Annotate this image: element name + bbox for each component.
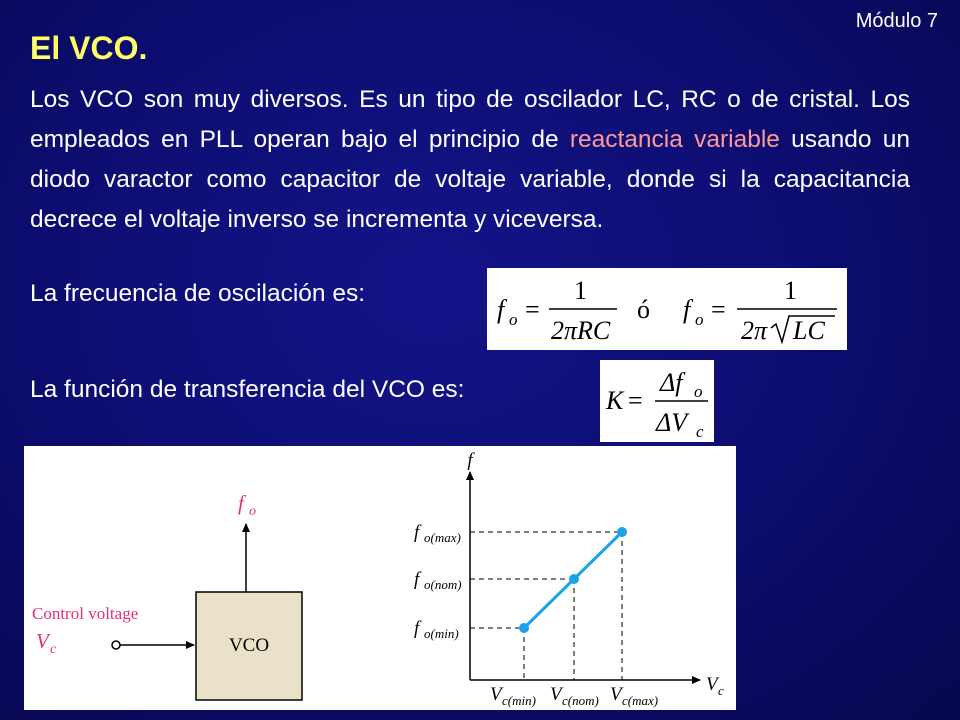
slide-title: El VCO.: [30, 30, 148, 66]
frequency-equation-svg: [487, 268, 847, 350]
y-tick-min-sub: o(min): [424, 626, 459, 641]
transfer-function-label: La función de transferencia del VCO es:: [30, 376, 465, 403]
eq1-equals: =: [525, 295, 540, 324]
x-tick-nom: V: [550, 684, 562, 705]
x-tick-min-sub: c(min): [502, 693, 536, 708]
y-axis-label: f: [467, 450, 473, 471]
tf-c-sub: c: [696, 422, 704, 441]
y-tick-nom-sub: o(nom): [424, 577, 462, 592]
tf-delta-v: ΔV: [656, 408, 688, 437]
eq2-equals: =: [711, 295, 726, 324]
eq1-denominator: 2πRC: [551, 316, 611, 345]
y-tick-max: f: [414, 522, 420, 543]
transfer-function-equation: [600, 360, 714, 442]
point-max: [617, 527, 627, 537]
eq1-f: f: [497, 295, 505, 324]
vc-input-label: V: [36, 629, 49, 653]
point-min: [519, 623, 529, 633]
input-terminal: [112, 641, 120, 649]
or-word: ó: [637, 295, 650, 324]
tf-equals: =: [628, 386, 643, 415]
tf-k: K: [606, 386, 624, 415]
x-tick-nom-sub: c(nom): [562, 693, 599, 708]
eq2-o-sub: o: [695, 310, 704, 329]
y-tick-min: f: [414, 618, 420, 639]
x-tick-max-sub: c(max): [622, 693, 659, 708]
y-tick-max-sub: o(max): [424, 530, 461, 545]
vc-input-sub: c: [50, 642, 57, 657]
vco-figure: [24, 446, 736, 710]
y-tick-nom: f: [414, 569, 420, 590]
tf-delta-f: Δf: [660, 368, 683, 397]
vco-block-label: VCO: [228, 635, 270, 656]
paragraph-text-1: Los VCO son muy diversos. Es un tipo de oscilador LC, RC o de cristal. Los empleados en PLL operan bajo el principio de: [30, 86, 910, 153]
frequency-label: La frecuencia de oscilación es:: [30, 280, 366, 307]
vco-figure-svg: [24, 446, 736, 710]
paragraph-text-2: usando un diodo varactor como capacitor de voltaje variable, donde si la capacitancia decrece el voltaje inverso se incrementa y viceversa.: [30, 126, 910, 233]
eq1-numerator: 1: [574, 276, 587, 305]
control-voltage-label: Control voltage: [32, 604, 139, 623]
x-tick-min: V: [490, 684, 502, 705]
x-tick-max: V: [610, 684, 622, 705]
highlight-term: reactancia variable: [569, 126, 780, 153]
frequency-equation: [487, 268, 847, 350]
module-label: Módulo 7: [855, 10, 938, 32]
x-axis-label: V: [706, 674, 718, 695]
eq2-numerator: 1: [784, 276, 797, 305]
intro-paragraph: [30, 80, 910, 240]
fo-output-label: f: [238, 491, 244, 515]
point-nom: [569, 574, 579, 584]
fo-output-sub: o: [249, 504, 256, 519]
transfer-equation-svg: [600, 360, 714, 442]
x-axis-label-sub: c: [718, 683, 724, 698]
tf-o-sub: o: [694, 382, 703, 401]
eq2-f: f: [683, 295, 691, 324]
eq2-lc: LC: [793, 316, 825, 345]
eq2-two-pi: 2π: [741, 316, 768, 345]
eq1-o-sub: o: [509, 310, 518, 329]
